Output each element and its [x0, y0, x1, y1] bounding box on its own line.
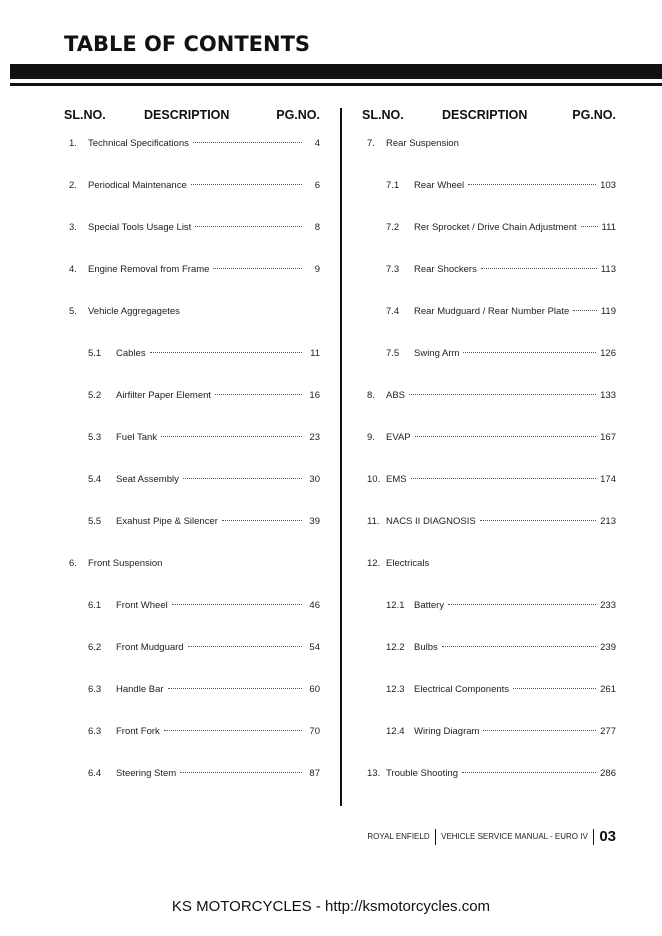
- toc-entry[interactable]: [362, 515, 616, 529]
- toc-entry[interactable]: [64, 767, 320, 781]
- toc-entry-number: 6.3: [88, 684, 102, 695]
- toc-entry-page: 8: [314, 222, 320, 233]
- dot-leader: [150, 351, 302, 353]
- toc-entry-number: 5.1: [88, 348, 102, 359]
- toc-entry-body: [386, 389, 616, 403]
- toc-entry[interactable]: [64, 347, 320, 361]
- toc-entry[interactable]: [64, 641, 320, 655]
- toc-entry-page: 126: [600, 348, 616, 359]
- toc-entry-number: 6.2: [88, 642, 102, 653]
- toc-entry[interactable]: [64, 683, 320, 697]
- toc-entry-number: 11.: [367, 516, 380, 527]
- toc-entry-page: 167: [600, 432, 616, 443]
- toc-entry-body: [386, 557, 616, 571]
- dot-leader: [168, 687, 302, 689]
- dot-leader: [193, 141, 302, 143]
- toc-entry-body: [414, 347, 616, 361]
- toc-entry-page: 4: [314, 138, 320, 149]
- toc-entry-page: 54: [309, 642, 320, 653]
- toc-entry-page: 133: [600, 390, 616, 401]
- toc-entry-body: [386, 473, 616, 487]
- toc-entry[interactable]: [362, 305, 616, 319]
- dot-leader: [215, 393, 302, 395]
- footer-brand: ROYAL ENFIELD: [367, 832, 430, 841]
- header-slno: SL.NO.: [362, 108, 404, 122]
- toc-entry-page: 174: [600, 474, 616, 485]
- dot-leader: [415, 435, 597, 437]
- toc-entry-label: Bulbs: [414, 642, 438, 653]
- toc-entry-body: [88, 263, 320, 277]
- toc-entry-body: [88, 137, 320, 151]
- toc-entry-page: 70: [309, 726, 320, 737]
- toc-entry-number: 6.4: [88, 768, 102, 779]
- toc-entry[interactable]: [362, 389, 616, 403]
- toc-entry-number: 8.: [367, 390, 375, 401]
- toc-entry-label: Engine Removal from Frame: [88, 264, 210, 275]
- toc-entry-number: 5.4: [88, 474, 102, 485]
- toc-entry-page: 46: [309, 600, 320, 611]
- toc-entry-label: Cables: [116, 348, 146, 359]
- dot-leader: [573, 309, 597, 311]
- dot-leader: [213, 267, 302, 269]
- dot-leader: [483, 729, 596, 731]
- toc-entry-page: 11: [310, 348, 320, 359]
- toc-entry-page: 286: [600, 768, 616, 779]
- toc-entry[interactable]: [362, 641, 616, 655]
- dot-leader: [409, 393, 596, 395]
- toc-entry-page: 261: [600, 684, 616, 695]
- toc-entry-number: 6.1: [88, 600, 102, 611]
- toc-entry-number: 10.: [367, 474, 381, 485]
- toc-entry-label: EVAP: [386, 432, 411, 443]
- toc-entry-label: Rear Suspension: [386, 138, 459, 149]
- toc-entry[interactable]: [64, 557, 320, 571]
- toc-entry-body: [116, 431, 320, 445]
- toc-entry-body: [116, 725, 320, 739]
- footer-separator: [435, 829, 437, 845]
- toc-entry[interactable]: [362, 137, 616, 151]
- dot-leader: [463, 351, 596, 353]
- toc-entry-label: Rear Mudguard / Rear Number Plate: [414, 306, 570, 317]
- toc-entry-number: 5.2: [88, 390, 102, 401]
- toc-entry-number: 13.: [367, 768, 381, 779]
- toc-entry-page: 113: [600, 264, 616, 275]
- toc-entry[interactable]: [362, 599, 616, 613]
- toc-entry-body: [116, 641, 320, 655]
- toc-entry[interactable]: [64, 389, 320, 403]
- header-rule-thin: [10, 83, 662, 86]
- column-header: [362, 106, 616, 126]
- toc-entry[interactable]: [362, 767, 616, 781]
- toc-entry-body: [414, 599, 616, 613]
- toc-entry-page: 103: [600, 180, 616, 191]
- toc-entry-label: Fuel Tank: [116, 432, 158, 443]
- toc-entry[interactable]: [362, 347, 616, 361]
- dot-leader: [442, 645, 596, 647]
- toc-entry[interactable]: [64, 221, 320, 235]
- toc-entry-number: 12.3: [386, 684, 405, 695]
- dot-leader: [411, 477, 597, 479]
- header-pgno: PG.NO.: [572, 108, 616, 122]
- toc-entry-body: [414, 641, 616, 655]
- toc-entry-number: 5.3: [88, 432, 102, 443]
- toc-entry-body: [386, 767, 616, 781]
- toc-entry-number: 9.: [367, 432, 375, 443]
- toc-entry-label: Wiring Diagram: [414, 726, 480, 737]
- toc-entry-page: 233: [600, 600, 616, 611]
- toc-entry-label: Technical Specifications: [88, 138, 189, 149]
- toc-entry-label: Swing Arm: [414, 348, 460, 359]
- dot-leader: [480, 519, 596, 521]
- dot-leader: [164, 729, 302, 731]
- toc-entry-number: 7.5: [386, 348, 400, 359]
- header-description: DESCRIPTION: [442, 108, 528, 122]
- toc-entry-body: [414, 221, 616, 235]
- toc-entry-label: Trouble Shooting: [386, 768, 459, 779]
- dot-leader: [222, 519, 302, 521]
- toc-entry-label: Electrical Components: [414, 684, 510, 695]
- dot-leader: [172, 603, 302, 605]
- toc-entry-body: [116, 767, 320, 781]
- toc-entry[interactable]: [64, 305, 320, 319]
- dot-leader: [481, 267, 597, 269]
- toc-entry-label: Seat Assembly: [116, 474, 179, 485]
- toc-entry-number: 4.: [69, 264, 77, 275]
- toc-entry-label: Handle Bar: [116, 684, 164, 695]
- header-slno: SL.NO.: [64, 108, 106, 122]
- toc-entry-label: Special Tools Usage List: [88, 222, 192, 233]
- toc-entry-label: Exahust Pipe & Silencer: [116, 516, 218, 527]
- toc-entry-label: Rer Sprocket / Drive Chain Adjustment: [414, 222, 577, 233]
- toc-entry-label: Periodical Maintenance: [88, 180, 187, 191]
- toc-entry-label: Airfilter Paper Element: [116, 390, 212, 401]
- dot-leader: [581, 225, 598, 227]
- toc-entry-number: 12.4: [386, 726, 405, 737]
- toc-entry-label: Rear Shockers: [414, 264, 477, 275]
- toc-entry-label: Rear Wheel: [414, 180, 465, 191]
- toc-entry-body: [414, 725, 616, 739]
- dot-leader: [188, 645, 302, 647]
- toc-entry-body: [116, 515, 320, 529]
- toc-entry-number: 7.: [367, 138, 375, 149]
- toc-entry-body: [88, 305, 320, 319]
- dot-leader: [161, 435, 302, 437]
- toc-entry[interactable]: [64, 473, 320, 487]
- header-description: DESCRIPTION: [144, 108, 230, 122]
- toc-entry-number: 12.: [367, 558, 381, 569]
- toc-entry-label: Steering Stem: [116, 768, 177, 779]
- toc-entry-label: Front Wheel: [116, 600, 168, 611]
- toc-entry-body: [386, 431, 616, 445]
- toc-entry-body: [88, 221, 320, 235]
- page-title: TABLE OF CONTENTS: [64, 32, 311, 56]
- toc-entry-number: 7.1: [386, 180, 400, 191]
- toc-entry-body: [386, 515, 616, 529]
- dot-leader: [180, 771, 302, 773]
- toc-entry-page: 213: [600, 516, 616, 527]
- column-divider: [340, 108, 342, 806]
- toc-entry-label: NACS II DIAGNOSIS: [386, 516, 476, 527]
- toc-entry[interactable]: [362, 221, 616, 235]
- toc-entry-label: ABS: [386, 390, 406, 401]
- toc-entry-number: 6.3: [88, 726, 102, 737]
- toc-entry-body: [116, 473, 320, 487]
- dot-leader: [448, 603, 596, 605]
- dot-leader: [468, 183, 596, 185]
- toc-entry-number: 6.: [69, 558, 77, 569]
- toc-entry-body: [414, 179, 616, 193]
- toc-entry-number: 2.: [69, 180, 77, 191]
- toc-entry[interactable]: [362, 179, 616, 193]
- toc-entry-number: 7.3: [386, 264, 400, 275]
- toc-entry[interactable]: [64, 725, 320, 739]
- toc-entry-number: 7.4: [386, 306, 400, 317]
- dot-leader: [191, 183, 302, 185]
- dot-leader: [513, 687, 596, 689]
- toc-entry-page: 30: [309, 474, 320, 485]
- toc-entry-label: Battery: [414, 600, 445, 611]
- toc-entry-body: [88, 557, 320, 571]
- footer-page-number: 03: [599, 828, 616, 845]
- toc-column-left: [64, 106, 320, 779]
- toc-entry-page: 277: [600, 726, 616, 737]
- toc-entry-number: 12.1: [386, 600, 405, 611]
- header-rule-thick: [10, 64, 662, 79]
- toc-entry[interactable]: [64, 179, 320, 193]
- toc-entry-number: 7.2: [386, 222, 400, 233]
- dot-leader: [183, 477, 302, 479]
- toc-entry-body: [116, 599, 320, 613]
- toc-entry-label: Vehicle Aggregagetes: [88, 306, 180, 317]
- toc-entry-body: [116, 389, 320, 403]
- toc-entry-label: Front Fork: [116, 726, 160, 737]
- toc-entry[interactable]: [362, 725, 616, 739]
- toc-entry[interactable]: [362, 557, 616, 571]
- toc-entry-number: 1.: [69, 138, 77, 149]
- toc-entry[interactable]: [64, 431, 320, 445]
- toc-entry-page: 111: [601, 222, 616, 233]
- toc-entry[interactable]: [362, 473, 616, 487]
- toc-entry-page: 6: [314, 180, 320, 191]
- toc-entry-body: [116, 683, 320, 697]
- toc-entry-label: Front Suspension: [88, 558, 163, 569]
- toc-entry[interactable]: [362, 263, 616, 277]
- toc-entry-page: 16: [309, 390, 320, 401]
- toc-entry-body: [386, 137, 616, 151]
- toc-entry[interactable]: [64, 263, 320, 277]
- toc-entry-body: [116, 347, 320, 361]
- toc-entry-page: 9: [314, 264, 320, 275]
- toc-entry[interactable]: [64, 137, 320, 151]
- toc-entry-number: 12.2: [386, 642, 405, 653]
- footer: [367, 828, 616, 845]
- toc-entry-page: 119: [600, 306, 616, 317]
- toc-entry-number: 5.5: [88, 516, 102, 527]
- dot-leader: [462, 771, 596, 773]
- toc-entry-label: Front Mudguard: [116, 642, 184, 653]
- toc-entry-page: 87: [309, 768, 320, 779]
- toc-entry-body: [414, 305, 616, 319]
- toc-entry-page: 39: [309, 516, 320, 527]
- column-header: [64, 106, 320, 126]
- dot-leader: [195, 225, 302, 227]
- toc-entry[interactable]: [362, 431, 616, 445]
- watermark: KS MOTORCYCLES - http://ksmotorcycles.com: [171, 898, 491, 915]
- toc-entry-page: 239: [600, 642, 616, 653]
- footer-separator: [593, 829, 595, 845]
- toc-entry-body: [88, 179, 320, 193]
- toc-entry[interactable]: [362, 683, 616, 697]
- toc-entry-number: 3.: [69, 222, 77, 233]
- footer-manual-title: VEHICLE SERVICE MANUAL - EURO IV: [441, 832, 588, 841]
- toc-entry-number: 5.: [69, 306, 77, 317]
- toc-entry-label: Electricals: [386, 558, 430, 569]
- toc-entry-label: EMS: [386, 474, 407, 485]
- toc-entry[interactable]: [64, 599, 320, 613]
- header-pgno: PG.NO.: [276, 108, 320, 122]
- toc-entry[interactable]: [64, 515, 320, 529]
- toc-column-right: [362, 106, 616, 779]
- toc-entry-page: 23: [309, 432, 320, 443]
- toc-entry-page: 60: [309, 684, 320, 695]
- toc-entry-body: [414, 263, 616, 277]
- toc-entry-body: [414, 683, 616, 697]
